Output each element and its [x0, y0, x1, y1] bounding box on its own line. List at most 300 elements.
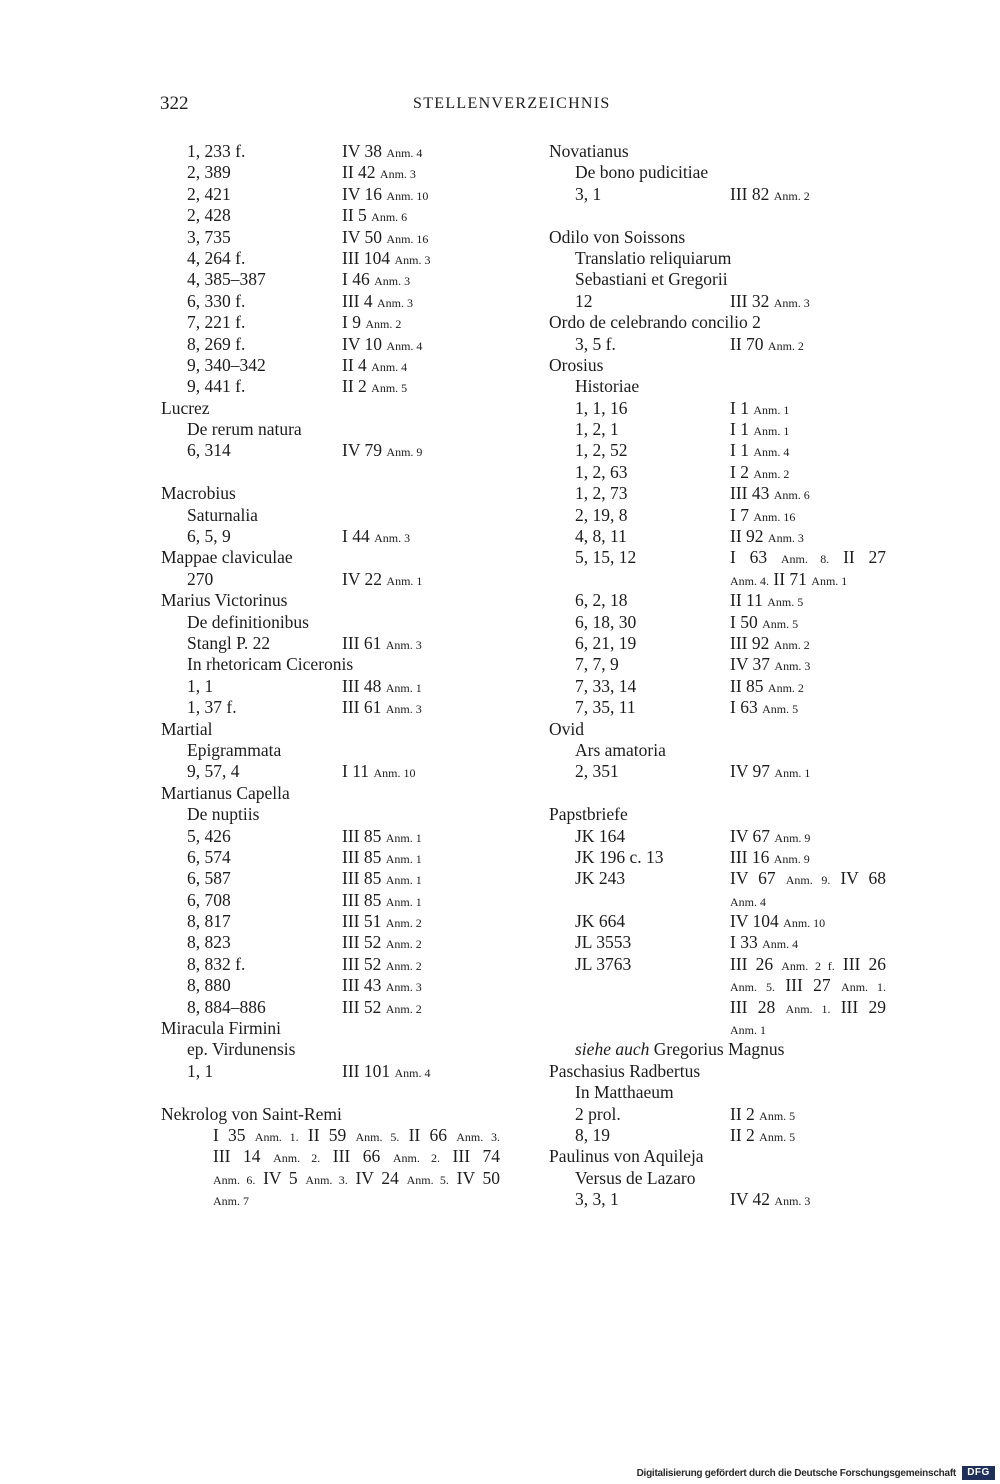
- passage-reference: 6, 314: [187, 440, 231, 461]
- passage-reference: 3, 3, 1: [575, 1189, 619, 1210]
- passage-entry: [161, 569, 501, 590]
- note-number: Anm. 9.: [785, 873, 831, 888]
- note-number: Anm. 3: [767, 531, 804, 546]
- passage-reference: Stangl P. 22: [187, 632, 271, 653]
- note-number: Anm. 1: [385, 830, 422, 845]
- citation-locator: III 61 Anm. 3: [342, 632, 422, 653]
- note-number: Anm. 1.: [785, 1001, 831, 1016]
- passage-reference: 4, 264 f.: [187, 247, 246, 268]
- note-number: Anm. 3: [374, 531, 411, 546]
- passage-entry: [161, 440, 501, 461]
- index-heading: Ovid: [549, 718, 584, 739]
- index-heading: Ordo de celebrando concilio 2: [549, 312, 761, 333]
- passage-reference: 8, 817: [187, 911, 231, 932]
- note-number: Anm. 3: [376, 295, 413, 310]
- passage-reference: 9, 441 f.: [187, 376, 246, 397]
- passage-entry: [161, 633, 501, 654]
- passage-reference: 2, 351: [575, 761, 619, 782]
- passage-reference: 1, 2, 1: [575, 419, 619, 440]
- note-number: Anm. 8.: [780, 552, 830, 567]
- passage-entry: [161, 975, 501, 996]
- citation-block-line: [161, 1189, 501, 1210]
- note-number: Anm. 9: [773, 851, 810, 866]
- passage-entry: [161, 376, 501, 397]
- note-number: Anm. 2.: [392, 1151, 440, 1166]
- passage-reference: 1, 1: [187, 1060, 214, 1081]
- passage-entry: [161, 826, 501, 847]
- passage-entry: [161, 205, 501, 226]
- passage-entry: [549, 633, 886, 654]
- index-heading: Martial: [161, 718, 213, 739]
- passage-reference: 6, 330 f.: [187, 290, 246, 311]
- citation-locator: [213, 1189, 500, 1212]
- work-title: De definitionibus: [187, 611, 309, 632]
- note-number: Anm. 2: [385, 958, 422, 973]
- note-number: Anm. 3: [394, 252, 431, 267]
- index-heading: Lucrez: [161, 397, 210, 418]
- note-number: Anm. 3: [774, 1194, 811, 1209]
- citation-locator: I 63 Anm. 5: [730, 697, 799, 718]
- passage-entry: [161, 847, 501, 868]
- passage-entry: [549, 697, 886, 718]
- note-number: Anm. 1: [774, 766, 811, 781]
- passage-reference: 8, 884–886: [187, 996, 266, 1017]
- citation-locator: II 2 Anm. 5: [342, 376, 408, 397]
- note-number: Anm. 4: [386, 146, 423, 160]
- passage-entry: [549, 612, 886, 633]
- note-number: Anm. 4: [371, 359, 408, 374]
- note-number: Anm. 5.: [730, 980, 775, 995]
- blank-line: [161, 462, 501, 483]
- index-heading: Papstbriefe: [549, 804, 628, 825]
- see-also-target: Gregorius Magnus: [653, 1039, 785, 1060]
- index-heading: Miracula Firmini: [161, 1018, 282, 1039]
- citation-locator: Anm. 4. II 71 Anm. 1: [730, 568, 848, 589]
- passage-entry: [549, 1125, 886, 1146]
- index-heading: Paulinus von Aquileja: [549, 1146, 704, 1167]
- citation-locator: I 44 Anm. 3: [342, 526, 411, 547]
- passage-entry: [549, 590, 886, 611]
- citation-locator: III 85 Anm. 1: [342, 889, 422, 910]
- work-title: Historiae: [575, 376, 640, 397]
- work-title: Sebastiani et Gregorii: [575, 269, 728, 290]
- passage-entry: [161, 184, 501, 205]
- passage-entry: [549, 569, 886, 590]
- index-heading: Martianus Capella: [161, 782, 290, 803]
- citation-locator: I 1 Anm. 1: [730, 397, 790, 418]
- passage-entry: [549, 1018, 886, 1039]
- note-number: Anm. 2: [773, 188, 810, 203]
- citation-locator: I 9 Anm. 2: [342, 312, 402, 333]
- citation-locator: III 32 Anm. 3: [730, 290, 810, 311]
- passage-entry: [161, 526, 501, 547]
- citation-locator: III 61 Anm. 3: [342, 697, 422, 718]
- blank-line: [549, 783, 886, 804]
- citation-locator: IV 42 Anm. 3: [730, 1189, 811, 1210]
- passage-entry: [161, 312, 501, 333]
- note-number: Anm. 10: [783, 916, 826, 931]
- passage-reference: 7, 7, 9: [575, 654, 619, 675]
- work-title: De rerum natura: [187, 419, 302, 440]
- see-also-entry: [549, 1039, 886, 1060]
- note-number: Anm. 3.: [456, 1129, 501, 1144]
- index-heading: Nekrolog von Saint-Remi: [161, 1103, 342, 1124]
- work-title: De bono pudicitiae: [575, 162, 709, 183]
- note-number: Anm. 1: [753, 424, 790, 439]
- citation-locator: IV 67 Anm. 9: [730, 825, 811, 846]
- note-number: Anm. 6.: [213, 1172, 256, 1187]
- passage-reference: 5, 15, 12: [575, 547, 637, 568]
- note-number: Anm. 4.: [730, 573, 769, 588]
- note-number: Anm. 16: [386, 231, 429, 246]
- passage-reference: 2 prol.: [575, 1103, 621, 1124]
- work-title: Ars amatoria: [575, 739, 666, 760]
- passage-reference: JK 243: [575, 868, 626, 889]
- passage-reference: JK 196 c. 13: [575, 846, 664, 867]
- citation-locator: III 16 Anm. 9: [730, 846, 810, 867]
- passage-entry: [549, 826, 886, 847]
- passage-reference: JK 664: [575, 911, 626, 932]
- index-heading: Orosius: [549, 354, 604, 375]
- note-number: Anm. 4: [730, 894, 766, 909]
- note-number: Anm. 1: [811, 573, 848, 588]
- citation-locator: IV 37 Anm. 3: [730, 654, 811, 675]
- note-number: Anm. 5.: [355, 1129, 400, 1144]
- passage-reference: 5, 426: [187, 825, 231, 846]
- passage-entry: [549, 419, 886, 440]
- citation-locator: III 85 Anm. 1: [342, 846, 422, 867]
- citation-locator: III 52 Anm. 2: [342, 953, 422, 974]
- note-number: Anm. 2: [365, 317, 402, 332]
- citation-locator: III 28 Anm. 1. III 29: [730, 996, 886, 1017]
- passage-entry: [549, 847, 886, 868]
- work-title: Versus de Lazaro: [575, 1167, 696, 1188]
- citation-locator: III 43 Anm. 3: [342, 975, 422, 996]
- note-number: Anm. 3: [385, 702, 422, 717]
- citation-locator: Anm. 6. IV 5 Anm. 3. IV 24 Anm. 5. IV 50: [213, 1167, 500, 1188]
- citation-locator: IV 50 Anm. 16: [342, 226, 429, 247]
- note-number: Anm. 2: [767, 680, 804, 695]
- running-head: STELLENVERZEICHNIS: [413, 95, 611, 112]
- passage-entry: [161, 890, 501, 911]
- note-number: Anm. 5: [762, 616, 799, 631]
- note-number: Anm. 1: [385, 894, 422, 909]
- passage-reference: 2, 428: [187, 205, 231, 226]
- passage-reference: 3, 1: [575, 183, 602, 204]
- citation-locator: III 85 Anm. 1: [342, 825, 422, 846]
- index-column-right: [549, 141, 886, 1211]
- passage-entry: [161, 248, 501, 269]
- note-number: Anm. 3: [385, 980, 422, 995]
- passage-reference: 6, 587: [187, 868, 231, 889]
- citation-locator: II 4 Anm. 4: [342, 354, 408, 375]
- passage-entry: [161, 162, 501, 183]
- passage-entry: [161, 676, 501, 697]
- work-title: In rhetoricam Ciceronis: [187, 654, 354, 675]
- citation-locator: III 14 Anm. 2. III 66 Anm. 2. III 74: [213, 1146, 501, 1167]
- citation-locator: I 1 Anm. 4: [730, 440, 790, 461]
- passage-reference: 1, 2, 63: [575, 461, 628, 482]
- blank-line: [549, 205, 886, 226]
- passage-entry: [549, 1189, 886, 1210]
- digitization-credit: Digitalisierung gefördert durch die Deutsche Forschungsgemeinschaft: [636, 1468, 956, 1479]
- citation-locator: IV 79 Anm. 9: [342, 440, 423, 461]
- note-number: Anm. 5: [759, 1108, 796, 1123]
- passage-reference: JL 3763: [575, 953, 632, 974]
- note-number: Anm. 1.: [254, 1129, 299, 1144]
- passage-reference: 6, 18, 30: [575, 611, 637, 632]
- citation-locator: I 11 Anm. 10: [342, 761, 416, 782]
- citation-locator: IV 104 Anm. 10: [730, 911, 826, 932]
- note-number: Anm. 6: [371, 210, 408, 225]
- note-number: Anm. 5: [371, 381, 408, 396]
- citation-locator: IV 67 Anm. 9. IV 68: [730, 868, 887, 889]
- citation-block-line: [161, 1168, 501, 1189]
- citation-locator: II 42 Anm. 3: [342, 162, 416, 183]
- citation-locator: I 33 Anm. 4: [730, 932, 799, 953]
- passage-reference: 2, 19, 8: [575, 504, 628, 525]
- passage-entry: [549, 291, 886, 312]
- passage-entry: [549, 1104, 886, 1125]
- index-heading: Paschasius Radbertus: [549, 1060, 701, 1081]
- passage-entry: [161, 291, 501, 312]
- citation-locator: III 43 Anm. 6: [730, 483, 810, 504]
- citation-locator: II 92 Anm. 3: [730, 526, 804, 547]
- note-number: Anm. 1: [730, 1023, 766, 1038]
- passage-entry: [549, 184, 886, 205]
- citation-locator: III 104 Anm. 3: [342, 247, 431, 268]
- citation-locator: I 35 Anm. 1. II 59 Anm. 5. II 66 Anm. 3.: [213, 1124, 501, 1145]
- citation-locator: [730, 1018, 886, 1041]
- note-number: Anm. 4: [394, 1065, 431, 1080]
- work-title: De nuptiis: [187, 804, 260, 825]
- citation-locator: IV 10 Anm. 4: [342, 333, 423, 354]
- citation-block-line: [161, 1146, 501, 1167]
- citation-locator: II 2 Anm. 5: [730, 1103, 796, 1124]
- note-number: Anm. 4: [762, 937, 799, 952]
- note-number: Anm. 3: [773, 295, 810, 310]
- passage-entry: [549, 676, 886, 697]
- note-number: Anm. 2: [385, 1001, 422, 1016]
- passage-entry: [549, 975, 886, 996]
- index-heading: Macrobius: [161, 483, 236, 504]
- citation-locator: IV 22 Anm. 1: [342, 568, 423, 589]
- note-number: Anm. 10: [386, 188, 429, 203]
- passage-reference: 6, 574: [187, 846, 231, 867]
- note-number: Anm. 7: [213, 1194, 249, 1209]
- note-number: Anm. 3: [379, 167, 416, 182]
- note-number: Anm. 9: [774, 830, 811, 845]
- note-number: Anm. 1: [386, 573, 423, 588]
- citation-locator: III 4 Anm. 3: [342, 290, 413, 311]
- passage-reference: 1, 2, 73: [575, 483, 628, 504]
- citation-locator: [730, 890, 886, 913]
- note-number: Anm. 4: [386, 338, 423, 353]
- citation-locator: II 11 Anm. 5: [730, 590, 804, 611]
- citation-locator: III 26 Anm. 2 f. III 26: [730, 953, 887, 974]
- note-number: Anm. 1.: [841, 980, 887, 995]
- passage-entry: [549, 398, 886, 419]
- note-number: Anm. 1: [385, 680, 422, 695]
- citation-locator: III 52 Anm. 2: [342, 996, 422, 1017]
- work-title: Epigrammata: [187, 739, 282, 760]
- passage-reference: 6, 21, 19: [575, 632, 637, 653]
- work-title: ep. Virdunensis: [187, 1039, 296, 1060]
- passage-entry: [161, 868, 501, 889]
- citation-locator: III 52 Anm. 2: [342, 932, 422, 953]
- passage-entry: [161, 911, 501, 932]
- passage-entry: [549, 526, 886, 547]
- citation-locator: III 101 Anm. 4: [342, 1060, 431, 1081]
- citation-locator: II 5 Anm. 6: [342, 205, 408, 226]
- note-number: Anm. 5: [767, 595, 804, 610]
- passage-reference: 3, 735: [187, 226, 231, 247]
- note-number: Anm. 5: [762, 702, 799, 717]
- citation-locator: III 51 Anm. 2: [342, 911, 422, 932]
- passage-reference: 8, 269 f.: [187, 333, 246, 354]
- passage-reference: 7, 35, 11: [575, 697, 636, 718]
- blank-line: [161, 1082, 501, 1103]
- passage-entry: [161, 761, 501, 782]
- passage-entry: [161, 334, 501, 355]
- passage-entry: [549, 440, 886, 461]
- passage-entry: [549, 911, 886, 932]
- citation-locator: IV 38 Anm. 4: [342, 141, 423, 161]
- passage-reference: 1, 2, 52: [575, 440, 628, 461]
- citation-locator: IV 97 Anm. 1: [730, 761, 811, 782]
- note-number: Anm. 3: [374, 274, 411, 289]
- passage-reference: 1, 1: [187, 675, 214, 696]
- note-number: Anm. 1: [385, 873, 422, 888]
- citation-locator: III 82 Anm. 2: [730, 183, 810, 204]
- passage-entry: [161, 932, 501, 953]
- note-number: Anm. 4: [753, 445, 790, 460]
- work-title: In Matthaeum: [575, 1082, 674, 1103]
- note-number: Anm. 2.: [273, 1151, 321, 1166]
- passage-reference: 8, 880: [187, 975, 231, 996]
- citation-locator: II 70 Anm. 2: [730, 333, 804, 354]
- citation-locator: II 2 Anm. 5: [730, 1124, 796, 1145]
- citation-locator: IV 16 Anm. 10: [342, 183, 429, 204]
- see-also-label: siehe auch: [575, 1039, 650, 1060]
- note-number: Anm. 5: [759, 1129, 796, 1144]
- citation-locator: Anm. 5. III 27 Anm. 1.: [730, 975, 887, 996]
- passage-reference: 7, 33, 14: [575, 675, 637, 696]
- passage-reference: 9, 340–342: [187, 354, 266, 375]
- note-number: Anm. 2 f.: [781, 958, 835, 973]
- index-heading: Odilo von Soissons: [549, 226, 686, 247]
- citation-locator: I 63 Anm. 8. II 27: [730, 547, 887, 568]
- passage-entry: [549, 654, 886, 675]
- passage-entry: [549, 462, 886, 483]
- citation-locator: I 7 Anm. 16: [730, 504, 796, 525]
- work-title: Translatio reliquiarum: [575, 247, 732, 268]
- passage-entry: [161, 697, 501, 718]
- passage-reference: 2, 421: [187, 183, 231, 204]
- work-title: Saturnalia: [187, 504, 258, 525]
- passage-reference: 6, 2, 18: [575, 590, 628, 611]
- passage-entry: [549, 761, 886, 782]
- citation-locator: III 85 Anm. 1: [342, 868, 422, 889]
- note-number: Anm. 1: [385, 851, 422, 866]
- passage-entry: [161, 227, 501, 248]
- passage-entry: [549, 334, 886, 355]
- passage-entry: [549, 483, 886, 504]
- passage-entry: [549, 997, 886, 1018]
- citation-locator: II 85 Anm. 2: [730, 675, 804, 696]
- passage-entry: [549, 547, 886, 568]
- page-number: 322: [160, 93, 189, 114]
- citation-locator: III 92 Anm. 2: [730, 632, 810, 653]
- passage-entry: [549, 954, 886, 975]
- note-number: Anm. 2: [753, 466, 790, 481]
- passage-entry: [161, 269, 501, 290]
- note-number: Anm. 10: [373, 766, 416, 781]
- note-number: Anm. 2: [773, 637, 810, 652]
- index-heading: Marius Victorinus: [161, 590, 288, 611]
- passage-reference: 1, 233 f.: [187, 141, 246, 161]
- passage-reference: 7, 221 f.: [187, 312, 246, 333]
- passage-reference: 270: [187, 568, 214, 589]
- passage-entry: [549, 932, 886, 953]
- passage-reference: JK 164: [575, 825, 626, 846]
- note-number: Anm. 6: [773, 488, 810, 503]
- note-number: Anm. 2: [385, 916, 422, 931]
- citation-locator: I 2 Anm. 2: [730, 461, 790, 482]
- passage-entry: [549, 890, 886, 911]
- passage-entry: [161, 141, 501, 162]
- note-number: Anm. 2: [767, 338, 804, 353]
- passage-entry: [161, 1061, 501, 1082]
- note-number: Anm. 2: [385, 937, 422, 952]
- note-number: Anm. 1: [753, 402, 790, 417]
- citation-locator: III 48 Anm. 1: [342, 675, 422, 696]
- passage-entry: [549, 868, 886, 889]
- passage-entry: [161, 954, 501, 975]
- passage-reference: 6, 5, 9: [187, 526, 231, 547]
- dfg-logo: DFG: [962, 1466, 995, 1480]
- note-number: Anm. 3.: [305, 1172, 348, 1187]
- passage-entry: [549, 505, 886, 526]
- passage-reference: 3, 5 f.: [575, 333, 616, 354]
- passage-reference: 12: [575, 290, 593, 311]
- passage-reference: 4, 8, 11: [575, 526, 627, 547]
- citation-block-line: [161, 1125, 501, 1146]
- note-number: Anm. 9: [386, 445, 423, 460]
- index-column-left: [161, 141, 501, 1211]
- index-heading: Novatianus: [549, 141, 629, 161]
- passage-entry: [161, 997, 501, 1018]
- note-number: Anm. 3: [385, 637, 422, 652]
- passage-entry: [161, 355, 501, 376]
- note-number: Anm. 5.: [406, 1172, 449, 1187]
- passage-reference: 1, 1, 16: [575, 397, 628, 418]
- passage-reference: 4, 385–387: [187, 269, 266, 290]
- passage-reference: JL 3553: [575, 932, 632, 953]
- citation-locator: I 50 Anm. 5: [730, 611, 799, 632]
- passage-reference: 8, 19: [575, 1124, 610, 1145]
- passage-reference: 6, 708: [187, 889, 231, 910]
- citation-locator: I 46 Anm. 3: [342, 269, 411, 290]
- citation-locator: I 1 Anm. 1: [730, 419, 790, 440]
- passage-reference: 2, 389: [187, 162, 231, 183]
- note-number: Anm. 3: [774, 659, 811, 674]
- passage-reference: 8, 832 f.: [187, 953, 246, 974]
- passage-reference: 1, 37 f.: [187, 697, 237, 718]
- note-number: Anm. 16: [753, 509, 796, 524]
- passage-reference: 9, 57, 4: [187, 761, 240, 782]
- index-heading: Mappae claviculae: [161, 547, 293, 568]
